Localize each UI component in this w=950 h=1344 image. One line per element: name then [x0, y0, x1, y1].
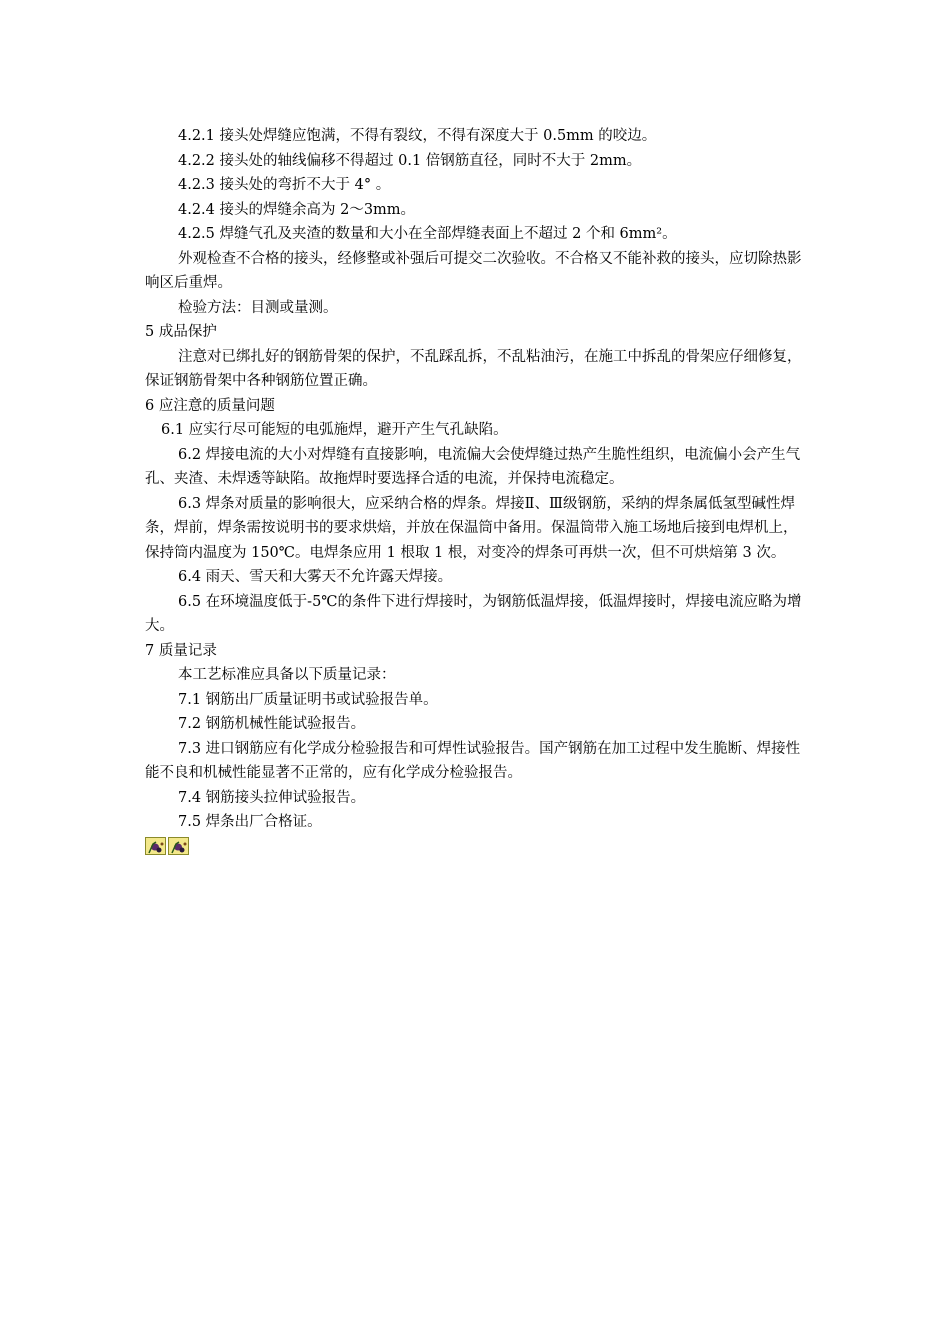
- clause-6-2: 6.2 焊接电流的大小对焊缝有直接影响，电流偏大会使焊缝过热产生脆性组织，电流偏小会产生气孔、夹渣、未焊透等缺陷。故拖焊时要选择合适的电流，并保持电流稳定。: [145, 446, 801, 487]
- document-body: [145, 124, 810, 855]
- clause-4-2-2: 4.2.2 接头处的轴线偏移不得超过 0.1 倍钢筋直径，同时不大于 2mm。: [178, 152, 642, 169]
- clause-7-3: 7.3 进口钢筋应有化学成分检验报告和可焊性试验报告。国产钢筋在加工过程中发生脆断、焊接性能不良和机械性能显著不正常的，应有化学成分检验报告。: [145, 740, 801, 781]
- paragraph-records-intro: 本工艺标准应具备以下质量记录：: [178, 667, 396, 683]
- clause-4-2-1: 4.2.1 接头处焊缝应饱满，不得有裂纹，不得有深度大于 0.5mm 的咬边。: [178, 128, 657, 144]
- paragraph-protection: 注意对已绑扎好的钢筋骨架的保护，不乱踩乱拆，不乱粘油污，在施工中拆乱的骨架应仔细修复，保证钢筋骨架中各种钢筋位置正确。: [145, 348, 802, 389]
- paragraph-inspection-method: 检验方法：目测或量测。: [178, 299, 338, 316]
- decorative-clipart-icon: [145, 837, 166, 855]
- clause-6-3: 6.3 焊条对质量的影响很大，应采纳合格的焊条。焊接Ⅱ、Ⅲ级钢筋，采纳的焊条属低氢型碱性焊条，焊前，焊条需按说明书的要求烘焙，并放在保温筒中备用。保温筒带入施工场地后接到电焊机上，保持筒内温度为 150℃。电焊条应用 1 根取 1 根，对变冷的焊条可再烘一次，但不可烘焙第 3 次。: [145, 495, 798, 561]
- decorative-clipart-icon: [168, 837, 189, 855]
- clause-6-1: 6.1 应实行尽可能短的电弧施焊，避开产生气孔缺陷。: [161, 422, 508, 438]
- clause-4-2-4: 4.2.4 接头的焊缝余高为 2～3mm。: [178, 201, 416, 218]
- clause-4-2-5: 4.2.5 焊缝气孔及夹渣的数量和大小在全部焊缝表面上不超过 2 个和 6mm²。: [178, 226, 677, 242]
- clipart-row: [145, 837, 810, 855]
- clause-7-5: 7.5 焊条出厂合格证。: [178, 814, 322, 830]
- clause-7-1: 7.1 钢筋出厂质量证明书或试验报告单。: [178, 691, 438, 708]
- section-heading-6: 6 应注意的质量问题: [145, 397, 275, 414]
- clause-6-4: 6.4 雨天、雪天和大雾天不允许露天焊接。: [178, 569, 453, 585]
- clause-7-2: 7.2 钢筋机械性能试验报告。: [178, 716, 366, 732]
- clause-4-2-3: 4.2.3 接头处的弯折不大于 4° 。: [178, 177, 391, 193]
- clause-6-5: 6.5 在环境温度低于-5℃的条件下进行焊接时，为钢筋低温焊接，低温焊接时，焊接电流应略为增大。: [145, 593, 802, 634]
- section-heading-7: 7 质量记录: [145, 642, 217, 659]
- paragraph-rework: 外观检查不合格的接头，经修整或补强后可提交二次验收。不合格又不能补救的接头，应切除热影响区后重焊。: [145, 250, 802, 291]
- section-heading-5: 5 成品保护: [145, 324, 217, 340]
- clause-7-4: 7.4 钢筋接头拉伸试验报告。: [178, 789, 366, 806]
